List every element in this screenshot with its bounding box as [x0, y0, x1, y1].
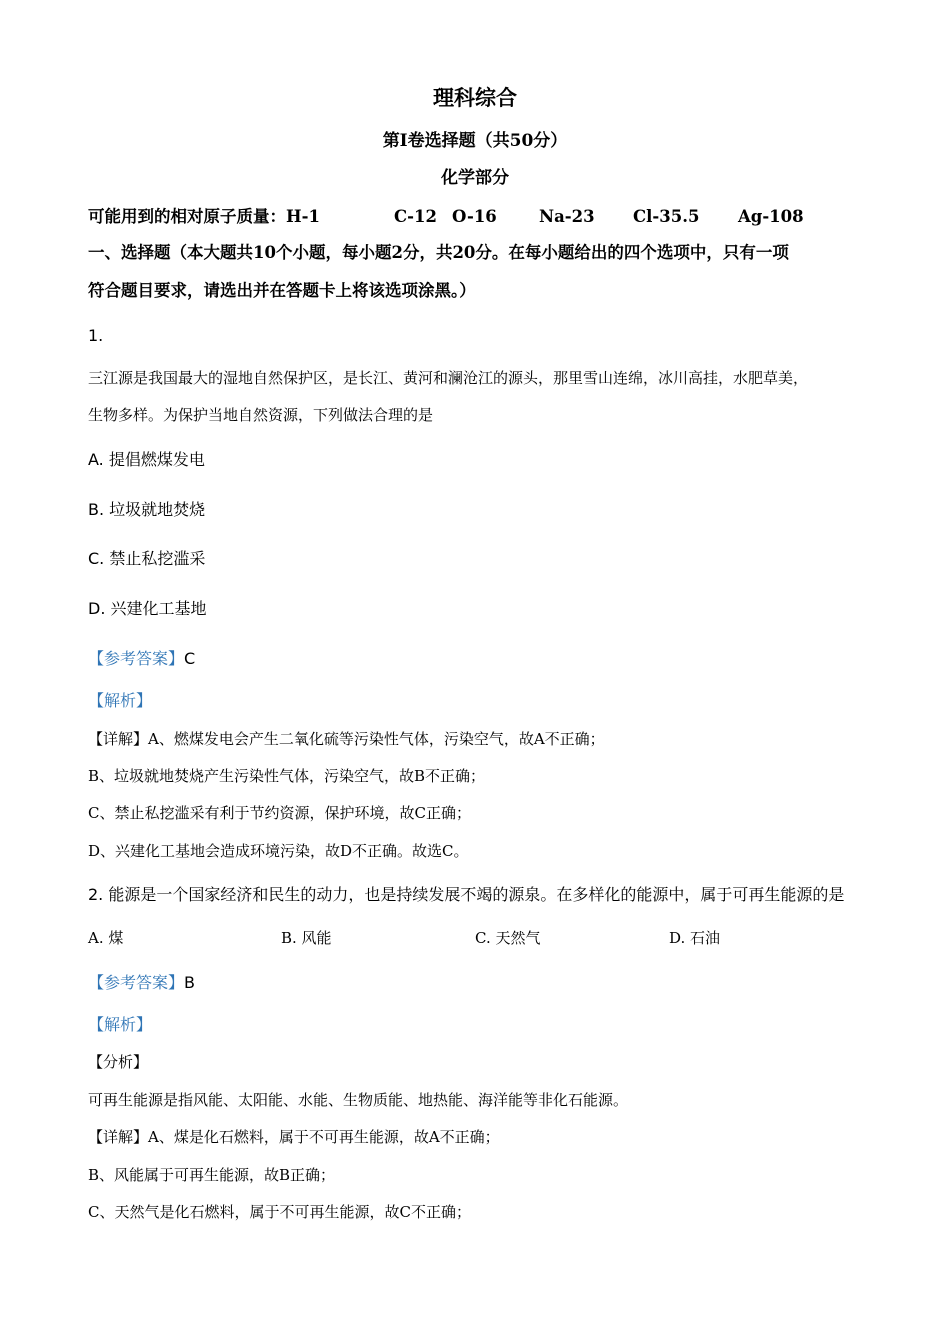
q1-stem-line-1: 三江源是我国最大的湿地自然保护区，是长江、黄河和澜沧江的源头，那里雪山连绵，冰川高挂，水肥草美，	[88, 369, 809, 387]
detail-label: 【详解】	[88, 1128, 149, 1146]
q2-detail-line-1: 【详解】A、煤是化石燃料，属于不可再生能源，故A不正确；	[88, 1128, 500, 1146]
page-title: 理科综合	[433, 85, 517, 110]
q1-option-a: A. 提倡燃煤发电	[88, 450, 205, 469]
atomic-masses-row	[88, 206, 868, 228]
q2-answer-line	[88, 973, 195, 993]
q1-detail-line-1: 【详解】A、燃煤发电会产生二氧化硫等污染性气体，污染空气，故A不正确；	[88, 730, 605, 748]
atomic-mass-item: O-16	[452, 207, 497, 226]
section-title: 化学部分	[441, 168, 509, 188]
q2-detail-line-2: B、风能属于可再生能源，故B正确；	[88, 1166, 336, 1184]
q1-number: 1.	[88, 326, 104, 345]
atomic-mass-item: Cl-35.5	[633, 207, 700, 226]
q2-option-a: A. 煤	[88, 929, 124, 947]
q1-detail-line-4: D、兴建化工基地会造成环境污染，故D不正确。故选C。	[88, 842, 469, 860]
q2-fenxi-label: 【分析】	[88, 1053, 149, 1071]
q1-answer-line	[88, 649, 195, 669]
answer-label: 【参考答案】	[88, 649, 185, 668]
q1-answer: C	[184, 649, 196, 668]
q1-detail-line-3: C、禁止私挖滥采有利于节约资源，保护环境，故C正确；	[88, 804, 471, 822]
q1-stem-line-2: 生物多样。为保护当地自然资源，下列做法合理的是	[88, 406, 434, 424]
q2-analysis-label: 【解析】	[88, 1015, 153, 1034]
q2-fenxi-text: 可再生能源是指风能、太阳能、水能、生物质能、地热能、海洋能等非化石能源。	[88, 1091, 629, 1109]
q2-option-d: D. 石油	[669, 929, 721, 947]
atomic-mass-item: C-12	[394, 207, 437, 226]
q1-option-c: C. 禁止私挖滥采	[88, 549, 206, 568]
q1-detail-line-2: B、垃圾就地焚烧产生污染性气体，污染空气，故B不正确；	[88, 767, 486, 785]
q2-answer: B	[184, 973, 195, 992]
detail-label: 【详解】	[88, 730, 149, 748]
atomic-mass-item: Ag-108	[738, 207, 804, 226]
q2-stem: 2. 能源是一个国家经济和民生的动力，也是持续发展不竭的源泉。在多样化的能源中，属于可再生能源的是	[88, 885, 845, 904]
page-subtitle: 第Ⅰ卷选择题（共50分）	[382, 131, 568, 151]
q2-detail-line-3: C、天然气是化石燃料，属于不可再生能源，故C不正确；	[88, 1203, 471, 1221]
answer-label: 【参考答案】	[88, 973, 185, 992]
q1-analysis-label: 【解析】	[88, 691, 153, 710]
q2-option-c: C. 天然气	[475, 929, 541, 947]
instructions-line-2: 符合题目要求，请选出并在答题卡上将该选项涂黑。）	[88, 281, 476, 300]
atomic-mass-item: Na-23	[539, 207, 595, 226]
q1-option-b: B. 垃圾就地焚烧	[88, 500, 206, 519]
instructions-line-1: 一、选择题（本大题共10个小题，每小题2分，共20分。在每小题给出的四个选项中，只有一项	[88, 243, 789, 262]
q2-options-row	[88, 927, 868, 949]
atomic-masses-label: 可能用到的相对原子质量：H-1	[88, 207, 320, 226]
q2-option-b: B. 风能	[281, 929, 332, 947]
q1-option-d: D. 兴建化工基地	[88, 599, 207, 618]
